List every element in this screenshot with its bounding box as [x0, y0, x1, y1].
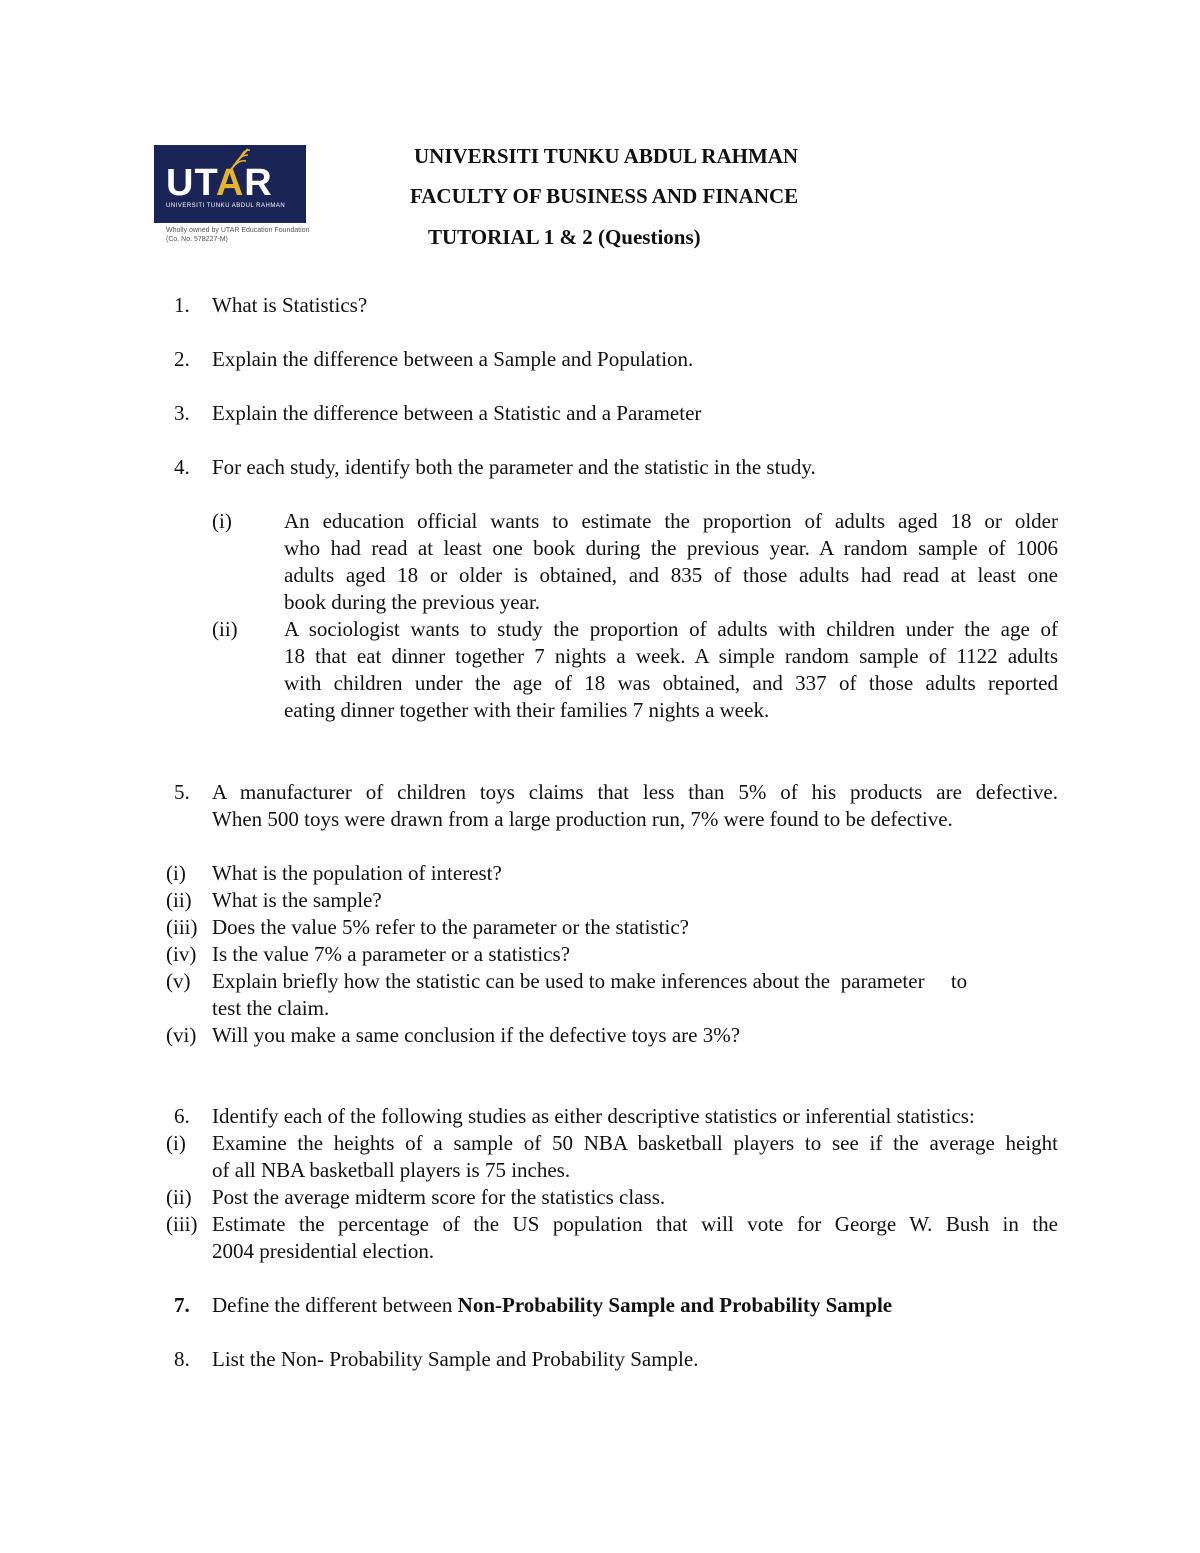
q4-sub-i-label: (i) [212, 509, 232, 533]
q8-number: 8. [174, 1347, 190, 1371]
q6-sub-iii-line1: Estimate the percentage of the US population that will vote for George W. Bush in the [212, 1212, 1058, 1236]
q4-sub-ii-line1: A sociologist wants to study the proportion of adults with children under the age of [284, 617, 1058, 641]
q4-sub-ii-line3: with children under the age of 18 was obtained, and 337 of those adults reported [284, 671, 1058, 695]
q5-sub-iii-label: (iii) [166, 915, 198, 939]
q5-sub-ii-label: (ii) [166, 888, 192, 912]
q6-sub-iii-line2: 2004 presidential election. [212, 1239, 435, 1263]
logo-badge [154, 145, 306, 223]
q5-sub-iv-text: Is the value 7% a parameter or a statistics? [212, 942, 571, 966]
q4-sub-ii-line4: eating dinner together with their families 7 nights a week. [284, 698, 770, 722]
logo-subtitle: UNIVERSITI TUNKU ABDUL RAHMAN [166, 203, 286, 209]
q8-text: List the Non- Probability Sample and Probability Sample. [212, 1347, 699, 1371]
q6-sub-i-line2: of all NBA basketball players is 75 inches. [212, 1158, 571, 1182]
q5-sub-iv-label: (iv) [166, 942, 197, 966]
university-name: UNIVERSITI TUNKU ABDUL RAHMAN [414, 144, 799, 168]
q5-line2: When 500 toys were drawn from a large production run, 7% were found to be defective. [212, 807, 953, 831]
q7-text [212, 1292, 892, 1319]
q4-sub-i-line3: adults aged 18 or older is obtained, and 835 of those adults had read at least one [284, 563, 1058, 587]
q5-number: 5. [174, 780, 190, 804]
q7-text-bold: Non-Probability Sample and Probability Sample [457, 1293, 893, 1317]
q7-text-plain: Define the different between [212, 1293, 458, 1317]
q5-sub-vi-label: (vi) [166, 1023, 197, 1047]
q5-sub-v-line1: Explain briefly how the statistic can be used to make inferences about the parameter to [212, 969, 968, 993]
q5-line1: A manufacturer of children toys claims that less than 5% of his products are defective. [212, 780, 1058, 804]
q2-number: 2. [174, 347, 190, 371]
logo-wordmark: UTAR [166, 162, 273, 204]
q3-number: 3. [174, 401, 190, 425]
q4-sub-ii-label: (ii) [212, 617, 238, 641]
q6-text: Identify each of the following studies as either descriptive statistics or inferential statistics: [212, 1104, 975, 1128]
q1-text: What is Statistics? [212, 293, 368, 317]
q6-sub-iii-label: (iii) [166, 1212, 198, 1236]
q5-sub-i-text: What is the population of interest? [212, 861, 502, 885]
q7-number: 7. [174, 1293, 190, 1317]
q4-sub-i-line2: who had read at least one book during the previous year. A random sample of 1006 [284, 536, 1058, 560]
q4-sub-i-line1: An education official wants to estimate the proportion of adults aged 18 or older [284, 509, 1058, 533]
utar-logo [154, 145, 308, 244]
q5-sub-vi-text: Will you make a same conclusion if the defective toys are 3%? [212, 1023, 741, 1047]
q4-sub-ii-line2: 18 that eat dinner together 7 nights a week. A simple random sample of 1122 adults [284, 644, 1058, 668]
q4-sub-i-line4: book during the previous year. [284, 590, 541, 614]
q5-sub-v-label: (v) [166, 969, 191, 993]
logo-caption [154, 226, 308, 244]
q2-text: Explain the difference between a Sample and Population. [212, 347, 694, 371]
q5-sub-ii-text: What is the sample? [212, 888, 382, 912]
q6-sub-ii-label: (ii) [166, 1185, 192, 1209]
logo-caption-line1: Wholly owned by UTAR Education Foundation [166, 227, 310, 234]
tutorial-title: TUTORIAL 1 & 2 (Questions) [428, 225, 701, 249]
q6-sub-i-label: (i) [166, 1131, 186, 1155]
q6-sub-ii-text: Post the average midterm score for the statistics class. [212, 1185, 666, 1209]
q5-sub-v-line2: test the claim. [212, 996, 330, 1020]
q5-sub-iii-text: Does the value 5% refer to the parameter or the statistic? [212, 915, 689, 939]
q4-number: 4. [174, 455, 190, 479]
logo-caption-line2: (Co. No. 578227-M) [166, 236, 228, 243]
q6-number: 6. [174, 1104, 190, 1128]
q4-text: For each study, identify both the parameter and the statistic in the study. [212, 455, 816, 479]
faculty-name: FACULTY OF BUSINESS AND FINANCE [410, 184, 799, 208]
q1-number: 1. [174, 293, 190, 317]
q6-sub-i-line1: Examine the heights of a sample of 50 NBA basketball players to see if the average height [212, 1131, 1058, 1155]
q3-text: Explain the difference between a Statistic and a Parameter [212, 401, 702, 425]
q5-sub-i-label: (i) [166, 861, 186, 885]
